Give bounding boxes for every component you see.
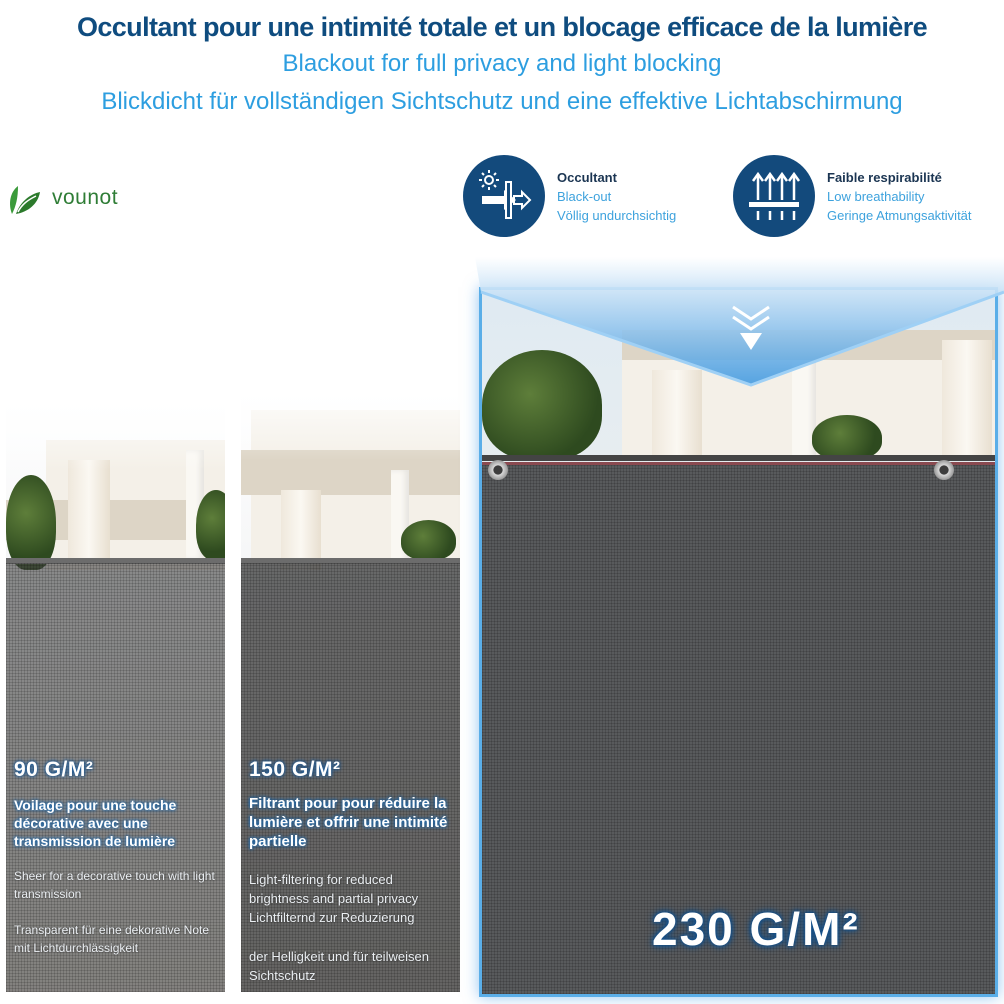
feature-english: Black-out — [557, 188, 612, 204]
product-description-french: Filtrant pour pour réduire la lumière et offrir une intimité partielle — [249, 795, 448, 850]
highlight-arrow-wedge — [475, 237, 1004, 389]
feature-blackout — [463, 155, 676, 237]
headline-german: Blickdicht für vollständigen Sichtschutz und eine effektive Lichtabschirmung — [101, 88, 903, 115]
product-panel-230 — [479, 287, 998, 997]
grommet — [488, 460, 508, 480]
feature-icon-circle — [733, 155, 815, 237]
product-weight: 90 G/M² — [14, 758, 94, 781]
grommet — [934, 460, 954, 480]
product-panel-90 — [6, 380, 225, 992]
feature-title: Occultant — [557, 169, 617, 185]
feature-breathability — [733, 155, 972, 237]
blackout-icon — [474, 166, 534, 226]
product-description-english: Light-filtering for reduced brightness and partial privacy — [249, 872, 419, 906]
product-description-german-continued: der Helligkeit und für teilweisen Sichtschutz — [249, 949, 429, 983]
headline-french: Occultant pour une intimité totale et un blocage efficace de la lumière — [76, 12, 928, 42]
product-description-german: Lichtfilternd zur Reduzierung — [249, 910, 415, 925]
product-weight-highlight: 230 G/M² — [652, 903, 860, 955]
product-description-english: Sheer for a decorative touch with light transmission — [14, 869, 215, 901]
product-description-french: Voilage pour une touche décorative avec une transmission de lumière — [14, 797, 177, 849]
feature-icon-circle — [463, 155, 545, 237]
headline-english: Blackout for full privacy and light blocking — [282, 50, 722, 77]
feature-german: Geringe Atmungsaktivität — [827, 207, 972, 223]
feature-german: Völlig undurchsichtig — [557, 207, 677, 223]
brand-name: vounot — [52, 186, 119, 209]
brand-logo — [4, 178, 118, 218]
product-description-german: Transparent für eine dekorative Note mit Lichtdurchlässigkeit — [14, 923, 209, 955]
breathability-icon — [744, 166, 804, 226]
feature-title: Faible respirabilité — [827, 169, 942, 185]
leaf-logo-icon — [4, 178, 44, 218]
product-panel-150 — [241, 370, 460, 992]
product-weight: 150 G/M² — [249, 758, 341, 781]
feature-english: Low breathability — [827, 188, 925, 204]
